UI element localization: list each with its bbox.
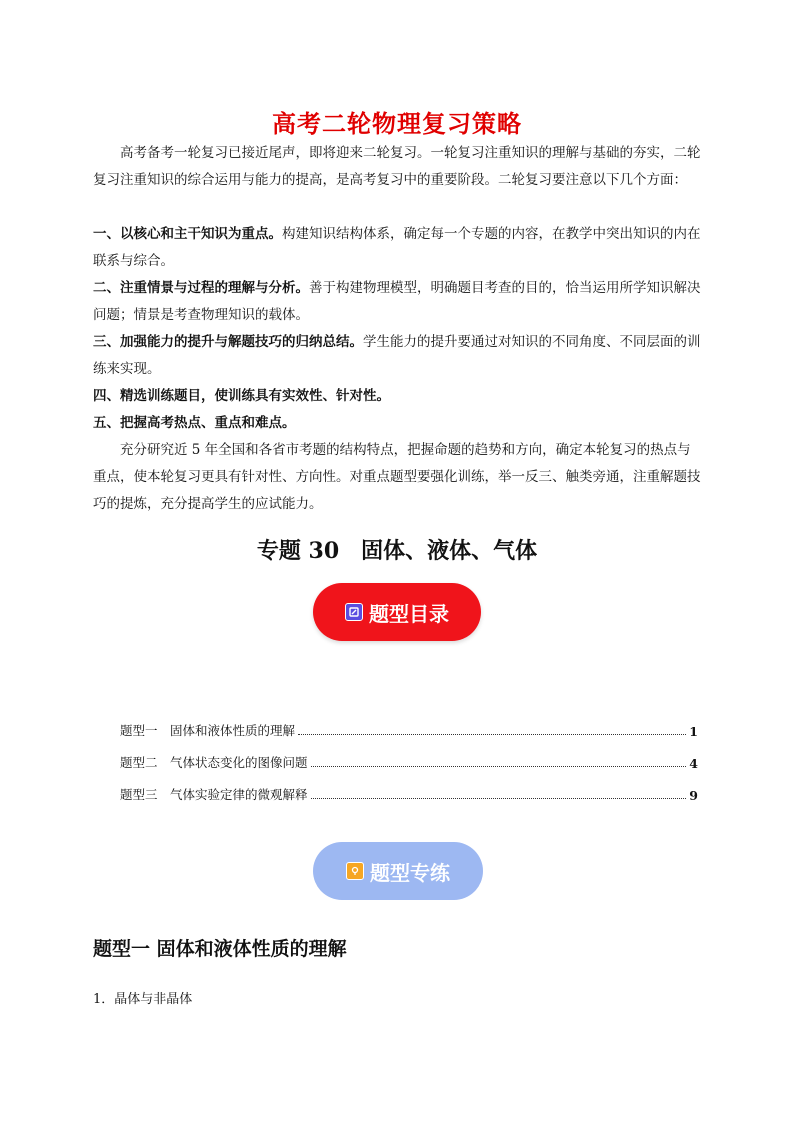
strategy-item-1 [93, 221, 701, 275]
strategy-item-3-text: 学生能力的提升要通过对知识的不同角度、不同层面的训练来实现。 [93, 334, 701, 377]
toc-entry[interactable] [120, 783, 698, 803]
strategy-item-4-heading: 四、精选训练题目，使训练具有实效性、针对性。 [93, 388, 390, 404]
strategy-item-3 [93, 329, 701, 383]
practice-button[interactable] [313, 842, 483, 900]
topic-title: 专题 30 固体、液体、气体 [256, 538, 538, 564]
toc-entry-page: 1 [689, 724, 698, 739]
intro-paragraph: 高考备考一轮复习已接近尾声，即将迎来二轮复习。一轮复习注重知识的理解与基础的夯实，二轮复习注重知识的综合运用与能力的提高，是高考复习中的重要阶段。二轮复习要注意以下几个方面： [93, 145, 701, 188]
practice-icon [346, 862, 364, 880]
section-heading: 题型一 固体和液体性质的理解 [93, 938, 347, 960]
toc-entry-label: 题型一 固体和液体性质的理解 [120, 723, 296, 738]
toc-entry[interactable] [120, 751, 698, 771]
strategy-item-2 [93, 275, 701, 329]
document-title: 高考二轮物理复习策略 [272, 110, 522, 138]
strategy-item-1-text: 构建知识结构体系，确定每一个专题的内容，在教学中突出知识的内在联系与综合。 [93, 226, 701, 269]
strategy-item-4 [93, 383, 701, 410]
toc-leader-dots [311, 766, 687, 767]
toc-entry-label: 题型二 气体状态变化的图像问题 [120, 755, 308, 770]
strategy-item-2-text: 善于构建物理模型，明确题目考查的目的，恰当运用所学知识解决问题；情景是考查物理知识的载体。 [93, 280, 701, 323]
subsection-heading: 1．晶体与非晶体 [93, 992, 193, 1007]
closing-paragraph: 充分研究近 5 年全国和各省市考题的结构特点，把握命题的趋势和方向，确定本轮复习的热点与重点，使本轮复习更具有针对性、方向性。对重点题型要强化训练，举一反三、触类旁通，注重解题技巧的提炼，充分提高学生的应试能力。 [93, 442, 701, 512]
catalog-icon [345, 603, 363, 621]
strategy-item-5 [93, 410, 701, 437]
strategy-item-3-heading: 三、加强能力的提升与解题技巧的归纳总结。 [93, 334, 363, 350]
toc-entry-label: 题型三 气体实验定律的微观解释 [120, 787, 308, 802]
toc-button-label: 题型目录 [369, 601, 449, 626]
strategy-item-1-heading: 一、以核心和主干知识为重点。 [93, 226, 282, 242]
toc-entry[interactable] [120, 719, 698, 739]
strategy-item-2-heading: 二、注重情景与过程的理解与分析。 [93, 280, 309, 296]
toc-button[interactable] [313, 583, 481, 641]
toc-entry-page: 9 [689, 788, 698, 803]
toc-entry-page: 4 [689, 756, 698, 771]
toc-leader-dots [298, 734, 686, 735]
strategy-item-5-heading: 五、把握高考热点、重点和难点。 [93, 415, 296, 431]
practice-button-label: 题型专练 [370, 860, 450, 885]
toc-leader-dots [311, 798, 687, 799]
